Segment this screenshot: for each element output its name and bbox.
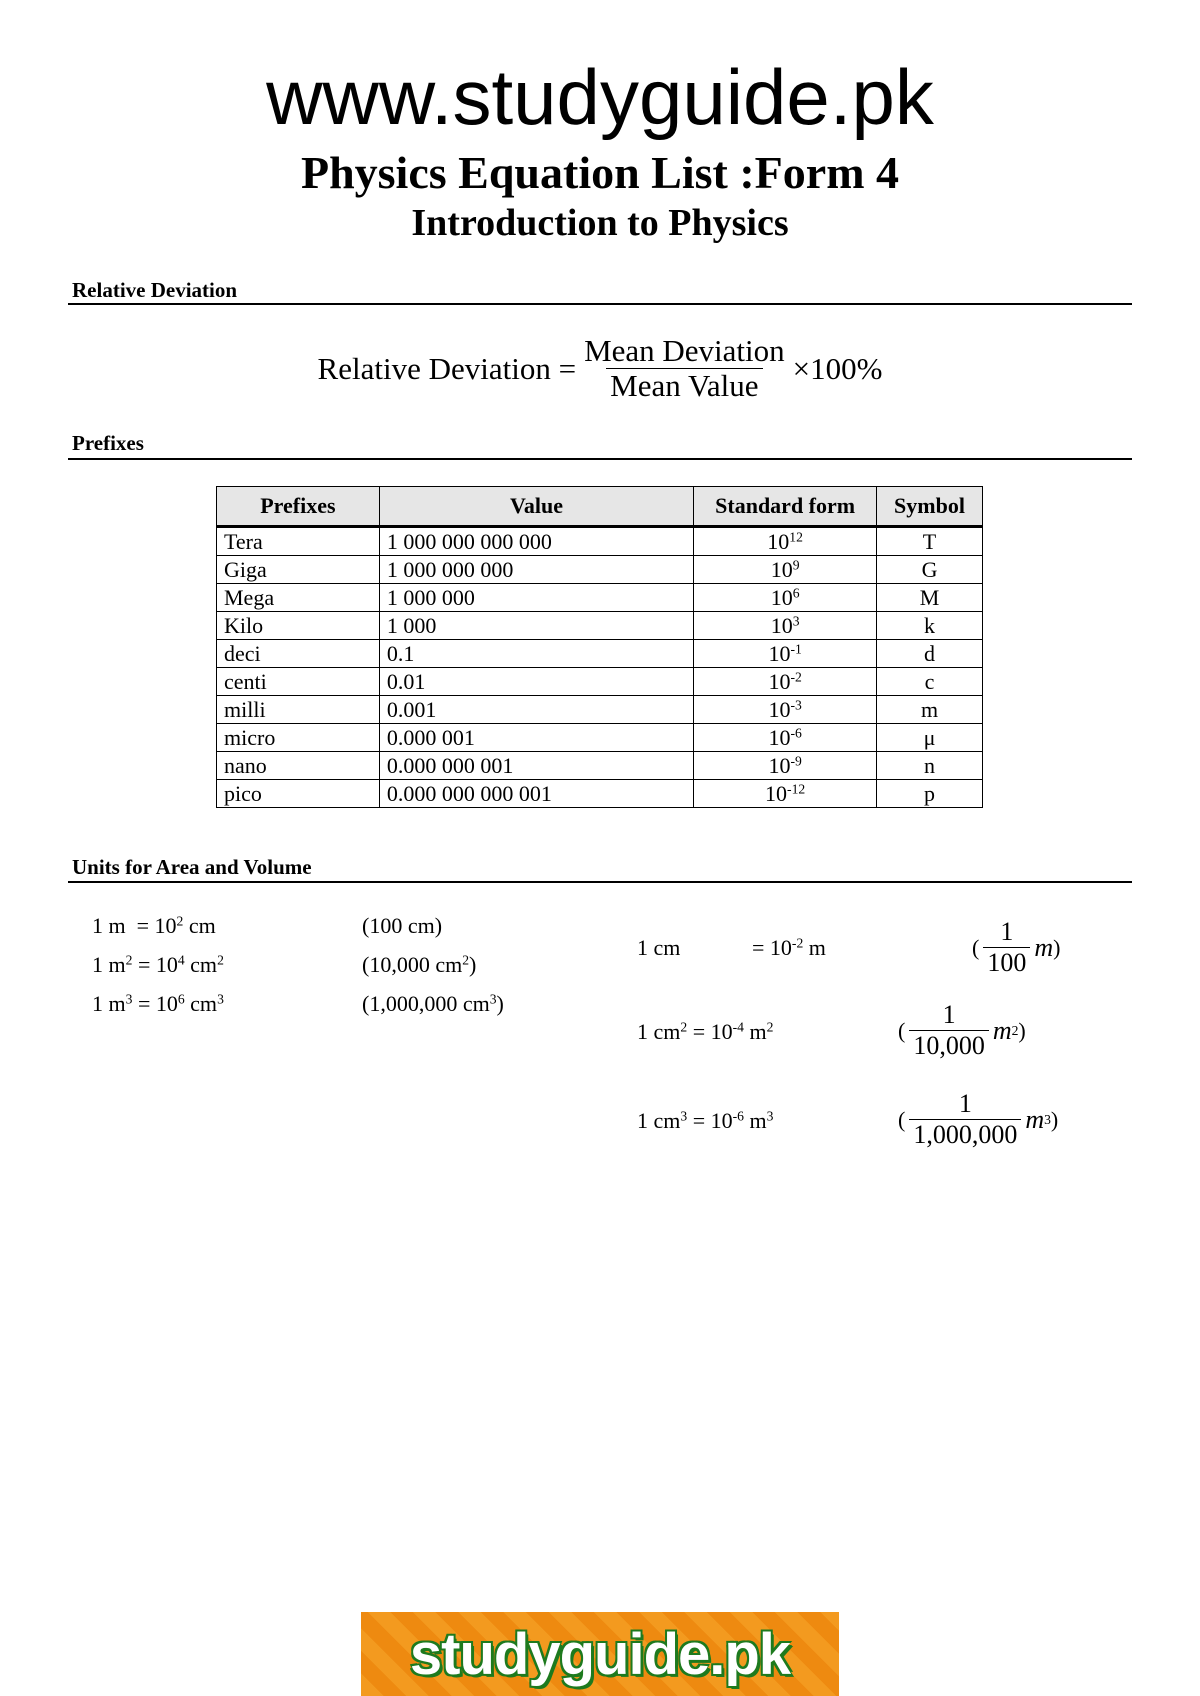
prefix-symbol: n [877, 752, 983, 780]
prefix-name: Mega [217, 584, 380, 612]
formula-fraction [580, 334, 789, 403]
formula-lhs: Relative Deviation = [317, 350, 577, 386]
column-header-standard-form: Standard form [694, 487, 877, 527]
prefix-symbol: m [877, 696, 983, 724]
section-heading-units: Units for Area and Volume [72, 855, 312, 879]
unit-conversion-cm-to-m: 1 cm [637, 935, 681, 960]
prefix-name: Tera [217, 527, 380, 556]
table-row [217, 612, 983, 640]
logo-text: studyguide.pk [409, 1621, 791, 1687]
prefix-value: 0.000 000 000 001 [379, 780, 693, 808]
prefix-standard-form: $10^{12}$ [694, 527, 877, 556]
section-divider [68, 881, 1132, 883]
prefix-standard-form: $10^9$ [694, 556, 877, 584]
prefix-standard-form: $10^{-3}$ [694, 696, 877, 724]
unit-conversion-cm2-to-m2: 1 $cm^2 = 10^{-4}$ $m^2$ [637, 1019, 774, 1044]
prefix-name: nano [217, 752, 380, 780]
prefix-name: micro [217, 724, 380, 752]
prefix-name: pico [217, 780, 380, 808]
prefix-value: 1 000 [379, 612, 693, 640]
prefix-symbol: d [877, 640, 983, 668]
prefix-standard-form: $10^{-2}$ [694, 668, 877, 696]
prefix-value: 1 000 000 000 [379, 556, 693, 584]
prefix-standard-form: $10^{-1}$ [694, 640, 877, 668]
prefix-symbol: T [877, 527, 983, 556]
table-row [217, 696, 983, 724]
site-url: www.studyguide.pk [266, 53, 934, 141]
column-header-symbol: Symbol [877, 487, 983, 527]
fraction-one-hundredth-m: ( $\frac{1}{100}$ m ) [972, 917, 1061, 977]
prefix-symbol: μ [877, 724, 983, 752]
column-header-value: Value [379, 487, 693, 527]
unit-conversion-note: (10,000 $cm^2$) [362, 952, 477, 977]
prefix-value: 0.001 [379, 696, 693, 724]
unit-conversion-m-to-cm: 1 $m = 10^2$ cm [92, 913, 216, 938]
prefix-name: Kilo [217, 612, 380, 640]
prefix-name: deci [217, 640, 380, 668]
section-heading-prefixes: Prefixes [72, 431, 144, 455]
unit-conversion-cm-to-m-value: = $10^{-2}$ m [752, 935, 826, 960]
prefix-standard-form: $10^{-12}$ [694, 780, 877, 808]
prefix-symbol: p [877, 780, 983, 808]
table-row [217, 668, 983, 696]
unit-conversion-cm3-to-m3: 1 $cm^3 = 10^{-6}$ $m^3$ [637, 1108, 774, 1133]
prefix-value: 0.1 [379, 640, 693, 668]
prefix-standard-form: $10^{-9}$ [694, 752, 877, 780]
prefix-name: centi [217, 668, 380, 696]
table-row [217, 640, 983, 668]
section-divider [68, 458, 1132, 460]
prefix-name: Giga [217, 556, 380, 584]
table-row [217, 527, 983, 556]
table-row [217, 556, 983, 584]
prefix-standard-form: $10^{-6}$ [694, 724, 877, 752]
prefix-standard-form: $10^3$ [694, 612, 877, 640]
fraction-one-millionth-m3: ( $\frac{1}{1,000,000}$ m 3 ) [898, 1089, 1059, 1149]
unit-conversion-note: (100 cm) [362, 913, 443, 938]
prefix-value: 0.01 [379, 668, 693, 696]
unit-conversion-m2-to-cm2: 1 $m^2 = 10^4$ $cm^2$ [92, 952, 224, 977]
prefix-standard-form: $10^6$ [694, 584, 877, 612]
prefix-value: 0.000 001 [379, 724, 693, 752]
page-subtitle: Introduction to Physics [411, 202, 789, 244]
table-row [217, 584, 983, 612]
prefixes-table [216, 486, 983, 808]
column-header-prefixes: Prefixes [217, 487, 380, 527]
prefix-name: milli [217, 696, 380, 724]
table-row [217, 780, 983, 808]
fraction-one-ten-thousandth-m2: ( $\frac{1}{10,000}$ m 2 ) [898, 1000, 1026, 1060]
prefix-value: 0.000 000 001 [379, 752, 693, 780]
prefix-symbol: c [877, 668, 983, 696]
table-header-row [217, 487, 983, 527]
table-row [217, 724, 983, 752]
unit-conversion-m3-to-cm3: 1 $m^3 = 10^6$ $cm^3$ [92, 991, 224, 1016]
formula-multiplier: ×100% [792, 350, 883, 386]
prefix-value: 1 000 000 000 000 [379, 527, 693, 556]
prefix-symbol: G [877, 556, 983, 584]
prefix-symbol: M [877, 584, 983, 612]
unit-conversion-note: (1,000,000 $cm^3$) [362, 991, 504, 1016]
formula-numerator: Mean Deviation [584, 333, 785, 368]
section-divider [68, 303, 1132, 305]
relative-deviation-formula [0, 334, 1200, 403]
studyguide-logo [361, 1612, 839, 1696]
prefix-value: 1 000 000 [379, 584, 693, 612]
table-row [217, 752, 983, 780]
page-title: Physics Equation List :Form 4 [300, 147, 900, 198]
formula-denominator: Mean Value [606, 368, 762, 403]
section-heading-relative-deviation: Relative Deviation [72, 278, 238, 302]
prefix-symbol: k [877, 612, 983, 640]
